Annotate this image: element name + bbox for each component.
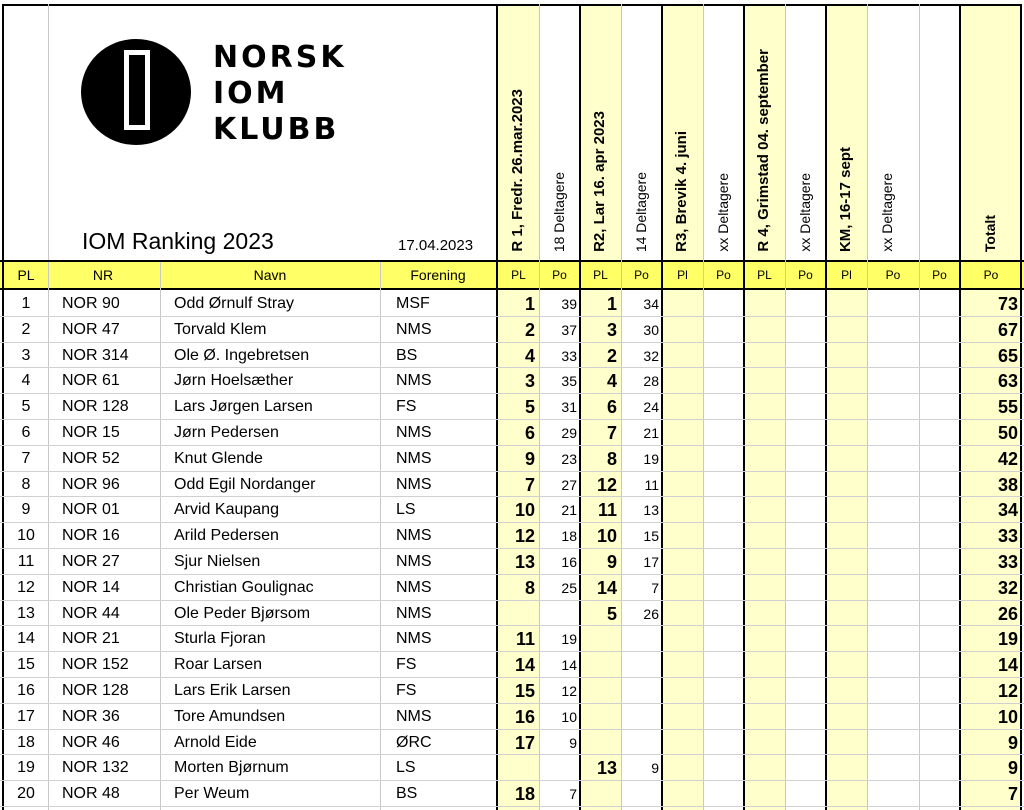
- grid-line: [0, 780, 1024, 781]
- cell-navn: Jørn Pedersen: [174, 424, 279, 441]
- cell-forening: NMS: [396, 320, 432, 338]
- grid-line: [48, 4, 49, 260]
- cell-pl: 2: [21, 320, 31, 338]
- race-4-participants: xx Deltagere: [797, 173, 813, 252]
- cell-navn: Ole Peder Bjørsom: [174, 604, 311, 622]
- grid-line: [0, 625, 1024, 626]
- col-header-r4-pl: PL: [757, 268, 772, 282]
- col-header-r3-po: Po: [716, 268, 731, 282]
- cell-total: 65: [997, 345, 1018, 366]
- grid-line: [0, 367, 1024, 368]
- cell-r2pl: 7: [606, 423, 617, 443]
- cell-forening: NMS: [396, 578, 432, 596]
- grid-line: [743, 4, 745, 810]
- cell-forening: NMS: [396, 475, 432, 493]
- cell-forening: LS: [396, 759, 416, 777]
- cell-navn: Arild Pedersen: [174, 527, 279, 545]
- grid-line: [0, 393, 1024, 394]
- col-header-forening: Forening: [410, 267, 466, 283]
- cell-total: 14: [997, 655, 1018, 676]
- cell-nr: NOR 21: [62, 630, 120, 648]
- cell-r2pl: 3: [606, 319, 617, 340]
- table-row: [0, 472, 1024, 498]
- cell-forening: NMS: [396, 630, 432, 648]
- grid-line: [539, 4, 540, 810]
- cell-r1pl: 11: [515, 629, 535, 650]
- grid-line: [0, 703, 1024, 704]
- grid-line: [0, 651, 1024, 652]
- cell-r2pl: 4: [606, 371, 617, 392]
- cell-navn: Tore Amundsen: [174, 707, 286, 725]
- cell-r2pl: 10: [596, 526, 617, 547]
- cell-r1po: 23: [561, 450, 577, 467]
- cell-r1po: 35: [561, 373, 577, 390]
- cell-r2pl: 13: [596, 758, 617, 779]
- cell-forening: NMS: [396, 449, 432, 467]
- col-header-navn: Navn: [253, 267, 287, 283]
- cell-navn: Odd Ørnulf Stray: [174, 295, 295, 312]
- cell-r2po: 26: [643, 605, 659, 622]
- grid-line: [496, 4, 498, 810]
- cell-r1pl: 4: [524, 345, 535, 366]
- cell-navn: Sturla Fjoran: [174, 630, 266, 648]
- col-header-r1-po: Po: [552, 268, 567, 282]
- logo-text: [213, 40, 347, 148]
- cell-nr: NOR 314: [62, 346, 129, 364]
- cell-total: 34: [997, 500, 1018, 521]
- cell-r1pl: 9: [524, 448, 535, 469]
- cell-navn: Lars Erik Larsen: [174, 682, 291, 699]
- cell-total: 7: [1007, 784, 1018, 805]
- cell-pl: 16: [17, 682, 35, 699]
- cell-nr: NOR 52: [62, 449, 120, 467]
- table-row: [0, 755, 1024, 781]
- cell-forening: ØRC: [396, 733, 432, 751]
- table-row: [0, 420, 1024, 446]
- cell-nr: NOR 14: [62, 578, 120, 596]
- cell-r2po: 17: [643, 554, 659, 570]
- cell-r1po: 19: [561, 631, 577, 648]
- grid-line: [0, 496, 1024, 497]
- logo-line-2: IOM: [213, 76, 289, 111]
- total-title: Totalt: [982, 214, 998, 252]
- cell-r2po: 11: [644, 476, 659, 493]
- cell-navn: Ole Ø. Ingebretsen: [174, 346, 310, 364]
- cell-r2pl: 9: [606, 552, 617, 572]
- cell-total: 67: [997, 319, 1018, 340]
- cell-nr: NOR 90: [62, 295, 120, 312]
- race-3-title: R3, Brevik 4. juni: [673, 131, 690, 252]
- cell-pl: 19: [17, 759, 35, 777]
- cell-total: 38: [997, 474, 1018, 495]
- cell-total: 63: [997, 371, 1018, 392]
- cell-pl: 7: [21, 449, 31, 467]
- cell-r1po: 31: [561, 399, 577, 416]
- grid-line: [0, 445, 1024, 446]
- grid-line: [579, 4, 581, 810]
- grid-line: [1020, 4, 1022, 810]
- page-title: IOM Ranking 2023: [82, 228, 274, 254]
- col-header-extra-po: Po: [932, 268, 947, 282]
- cell-total: 19: [997, 629, 1018, 650]
- cell-total: 50: [997, 423, 1018, 443]
- cell-navn: Torvald Klem: [174, 320, 267, 338]
- cell-r2po: 9: [651, 760, 659, 777]
- cell-nr: NOR 61: [62, 372, 120, 390]
- race-3-participants: xx Deltagere: [715, 173, 731, 252]
- grid-line: [0, 677, 1024, 678]
- cell-total: 10: [997, 706, 1018, 727]
- grid-line: [0, 419, 1024, 420]
- cell-r1po: 9: [569, 734, 577, 751]
- cell-total: 12: [997, 681, 1018, 701]
- cell-r2po: 21: [643, 425, 659, 441]
- cell-total: 42: [997, 448, 1018, 469]
- cell-forening: NMS: [396, 604, 432, 622]
- cell-r1po: 18: [561, 528, 577, 545]
- table-row: [0, 781, 1024, 807]
- cell-r1po: 27: [561, 476, 577, 493]
- cell-r1po: 39: [561, 296, 577, 312]
- race-1-participants: 18 Deltagere: [551, 171, 567, 252]
- cell-r1po: 21: [561, 502, 577, 519]
- cell-r2po: 28: [643, 373, 659, 390]
- cell-navn: Odd Egil Nordanger: [174, 475, 316, 493]
- cell-pl: 14: [17, 630, 35, 648]
- cell-forening: NMS: [396, 707, 432, 725]
- table-row: [0, 446, 1024, 472]
- table-row: [0, 626, 1024, 652]
- cell-navn: Roar Larsen: [174, 656, 263, 674]
- cell-forening: NMS: [396, 527, 432, 545]
- cell-total: 9: [1007, 732, 1018, 753]
- cell-r2po: 32: [643, 347, 659, 364]
- table-row: [0, 652, 1024, 678]
- grid-line: [0, 471, 1024, 472]
- grid-line: [959, 4, 961, 810]
- table-row: [0, 394, 1024, 420]
- cell-r2pl: 5: [606, 603, 617, 624]
- table-row: [0, 523, 1024, 549]
- race-5-participants: xx Deltagere: [879, 173, 895, 252]
- col-header-km-pl: Pl: [841, 268, 852, 282]
- cell-pl: 10: [17, 527, 35, 545]
- cell-navn: Lars Jørgen Larsen: [174, 398, 313, 416]
- cell-forening: BS: [396, 785, 418, 803]
- cell-r1pl: 5: [524, 397, 535, 418]
- cell-r1pl: 3: [524, 371, 535, 392]
- grid-line: [0, 342, 1024, 343]
- grid-line: [661, 4, 663, 810]
- grid-line: [621, 4, 622, 810]
- cell-r1pl: 7: [524, 474, 535, 495]
- cell-total: 9: [1007, 758, 1018, 779]
- col-header-r3-pl: Pl: [677, 268, 688, 282]
- cell-r2po: 34: [643, 296, 659, 312]
- table-row: [0, 601, 1024, 627]
- cell-r1po: 16: [561, 554, 577, 570]
- grid-line: [0, 316, 1024, 317]
- cell-total: 32: [997, 577, 1018, 598]
- cell-pl: 6: [21, 424, 31, 441]
- race-2-participants: 14 Deltagere: [633, 171, 649, 252]
- cell-forening: NMS: [396, 372, 432, 390]
- cell-navn: Sjur Nielsen: [174, 553, 261, 570]
- cell-nr: NOR 47: [62, 320, 120, 338]
- cell-navn: Knut Glende: [174, 449, 263, 467]
- table-row: [0, 368, 1024, 394]
- grid-line: [0, 754, 1024, 755]
- cell-navn: Christian Goulignac: [174, 578, 314, 596]
- cell-r1po: 25: [561, 579, 577, 596]
- cell-r1pl: 17: [514, 732, 535, 753]
- cell-navn: Arnold Eide: [174, 733, 257, 751]
- logo-mark: [80, 38, 200, 148]
- grid-line: [825, 4, 827, 810]
- cell-nr: NOR 152: [62, 656, 129, 674]
- cell-nr: NOR 132: [62, 759, 129, 777]
- cell-nr: NOR 44: [62, 604, 120, 622]
- cell-r1po: 10: [561, 708, 577, 725]
- cell-forening: NMS: [396, 553, 432, 570]
- cell-total: 33: [997, 526, 1018, 547]
- cell-navn: Arvid Kaupang: [174, 501, 279, 519]
- cell-r2pl: 2: [606, 345, 617, 366]
- cell-r2po: 30: [643, 321, 659, 338]
- cell-forening: FS: [396, 398, 417, 416]
- cell-r1pl: 18: [514, 784, 535, 805]
- cell-r2pl: 1: [606, 294, 617, 314]
- col-header-r2-po: Po: [634, 268, 649, 282]
- cell-nr: NOR 01: [62, 501, 120, 519]
- cell-pl: 8: [21, 475, 31, 493]
- cell-r1pl: 1: [524, 294, 535, 314]
- cell-r2pl: 6: [606, 397, 617, 418]
- table-row: [0, 291, 1024, 317]
- table-row: [0, 549, 1024, 575]
- cell-r2pl: 8: [606, 448, 617, 469]
- cell-r1pl: 14: [514, 655, 535, 676]
- race-5-title: KM, 16-17 sept: [837, 146, 854, 252]
- grid-line: [0, 288, 1024, 290]
- grid-line: [0, 522, 1024, 523]
- cell-nr: NOR 128: [62, 398, 129, 416]
- logo-line-1: NORSK: [213, 40, 347, 75]
- cell-r1po: 33: [561, 347, 577, 364]
- col-header-total: Po: [983, 268, 999, 282]
- col-header-r2-pl: PL: [593, 268, 608, 282]
- cell-pl: 20: [17, 785, 35, 803]
- col-header-r4-po: Po: [798, 268, 813, 282]
- cell-total: 73: [997, 294, 1018, 314]
- cell-r1pl: 13: [514, 552, 535, 572]
- report-date: 17.04.2023: [398, 237, 474, 254]
- cell-nr: NOR 27: [62, 553, 120, 570]
- cell-pl: 4: [21, 372, 31, 390]
- cell-pl: 12: [17, 578, 35, 596]
- cell-nr: NOR 96: [62, 475, 120, 493]
- cell-pl: 1: [21, 295, 31, 312]
- grid-line: [0, 260, 1024, 262]
- cell-pl: 3: [21, 346, 31, 364]
- cell-pl: 18: [17, 733, 35, 751]
- cell-r1po: 29: [561, 425, 577, 441]
- col-header-pl: PL: [17, 267, 35, 283]
- cell-r2pl: 12: [596, 474, 617, 495]
- col-header-km-po: Po: [885, 268, 901, 282]
- race-1-title: R 1, Fredr. 26.mar.2023: [509, 89, 526, 252]
- cell-pl: 5: [21, 398, 31, 416]
- table-row: [0, 497, 1024, 523]
- cell-r1pl: 2: [524, 319, 535, 340]
- cell-pl: 9: [21, 501, 31, 519]
- grid-line: [867, 4, 868, 810]
- cell-r1po: 14: [561, 657, 577, 674]
- table-row: [0, 678, 1024, 704]
- grid-line: [0, 600, 1024, 601]
- cell-navn: Per Weum: [174, 785, 250, 803]
- race-4-title: R 4, Grimstad 04. september: [755, 49, 772, 252]
- cell-pl: 17: [17, 707, 35, 725]
- grid-line: [785, 4, 786, 810]
- cell-navn: Morten Bjørnum: [174, 759, 289, 777]
- cell-forening: FS: [396, 682, 417, 699]
- cell-total: 33: [997, 552, 1018, 572]
- cell-navn: Jørn Hoelsæther: [174, 372, 294, 390]
- cell-r2po: 15: [643, 528, 659, 545]
- cell-r1pl: 8: [524, 577, 535, 598]
- grid-line: [919, 4, 920, 810]
- cell-forening: FS: [396, 656, 417, 674]
- grid-line: [0, 806, 1024, 807]
- cell-r1po: 37: [561, 321, 577, 338]
- col-header-r1-pl: PL: [511, 268, 526, 282]
- cell-nr: NOR 16: [62, 527, 120, 545]
- cell-r1pl: 15: [514, 681, 535, 701]
- cell-r2po: 13: [643, 502, 659, 519]
- cell-r2pl: 14: [596, 577, 617, 598]
- table-row: [0, 343, 1024, 369]
- cell-nr: NOR 46: [62, 733, 120, 751]
- cell-r2po: 24: [643, 399, 659, 416]
- cell-r2pl: 11: [597, 500, 617, 521]
- cell-r1pl: 16: [514, 706, 535, 727]
- grid-line: [0, 574, 1024, 575]
- cell-r1pl: 10: [514, 500, 535, 521]
- cell-forening: NMS: [396, 424, 432, 441]
- cell-forening: BS: [396, 346, 418, 364]
- grid-line: [2, 4, 4, 810]
- table-row: [0, 730, 1024, 756]
- cell-nr: NOR 48: [62, 785, 120, 803]
- cell-r2po: 19: [643, 450, 659, 467]
- cell-nr: NOR 15: [62, 424, 120, 441]
- cell-nr: NOR 36: [62, 707, 120, 725]
- table-row: [0, 704, 1024, 730]
- cell-total: 26: [997, 603, 1018, 624]
- cell-pl: 15: [17, 656, 35, 674]
- cell-forening: MSF: [396, 295, 430, 312]
- cell-nr: NOR 128: [62, 682, 129, 699]
- cell-r1po: 7: [569, 786, 577, 803]
- table-row: [0, 317, 1024, 343]
- col-header-nr: NR: [92, 267, 114, 283]
- cell-pl: 11: [17, 553, 35, 570]
- cell-r1pl: 12: [514, 526, 535, 547]
- grid-line: [0, 548, 1024, 549]
- cell-r1pl: 6: [524, 423, 535, 443]
- cell-r2po: 7: [651, 579, 659, 596]
- cell-forening: LS: [396, 501, 416, 519]
- grid-line: [2, 4, 1022, 6]
- cell-r1po: 12: [561, 683, 577, 699]
- logo-line-3: KLUBB: [213, 112, 340, 147]
- cell-pl: 13: [17, 604, 35, 622]
- table-row: [0, 575, 1024, 601]
- race-2-title: R2, Lar 16. apr 2023: [591, 111, 608, 252]
- cell-total: 55: [997, 397, 1018, 418]
- grid-line: [0, 729, 1024, 730]
- grid-line: [703, 4, 704, 810]
